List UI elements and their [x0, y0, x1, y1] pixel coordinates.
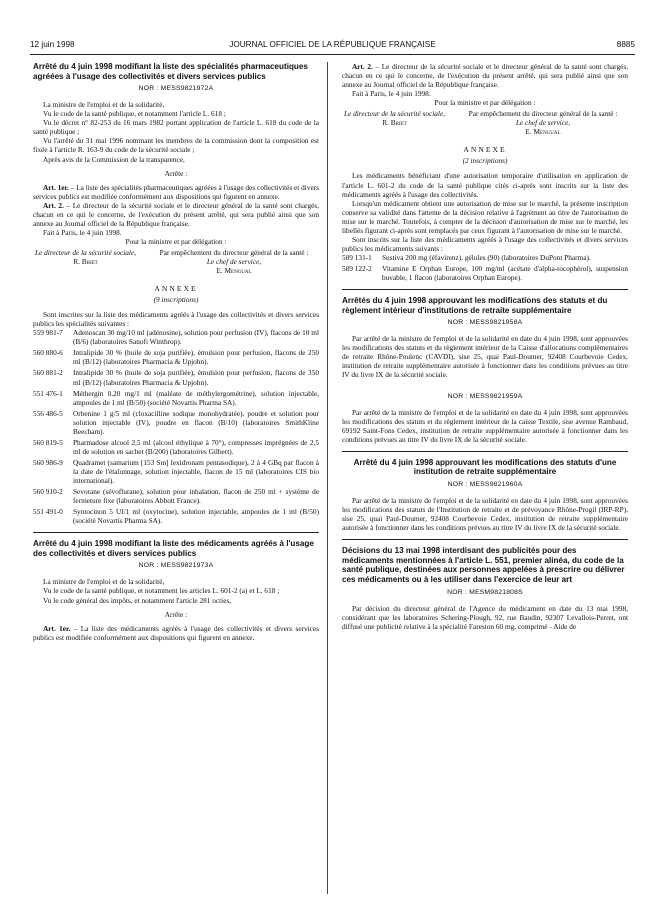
- left-column: [33, 62, 319, 642]
- arrete4-nor: NOR : MESS9821960A: [447, 480, 523, 488]
- list-item: 560 819-5 Pharmadose alcool 2,5 ml (alcool éthylique à 70°), compresses imprégnées de 2,5 ml de solution en sachet (B/200) (laboratoires Gilbert).: [33, 437, 319, 456]
- list-item: 560 986-9 Quadramet (samarium [153 Sm] lexidronam pentasodique), 2 à 4 GBq par flacon à la date de l'étalonnage, solution injectable, flacon de 15 ml (laboratoires CIS bio international).: [33, 457, 319, 485]
- arrete2-signatures: Le directeur de la sécurité sociale, R. Briet Par empêchement du directeur général de la santé : Le chef de service, E. Mengual: [343, 109, 618, 137]
- arrete1-visa-4: Vu l'arrêté du 31 mai 1996 nommant les membres de la commission dont la composition est fixée à l'article R. 163-9 du code de la sécurité sociale ;: [33, 136, 319, 155]
- arrete2-nor: NOR : MESS9821973A: [138, 562, 214, 570]
- arrete1-visa-2: Vu le code de la santé publique, et notamment l'article L. 618 ;: [43, 109, 226, 119]
- arrete2-pour: Pour la ministre et par délégation :: [434, 98, 536, 108]
- decision-title: Décisions du 13 mai 1998 interdisant des publicités pour des médicaments mentionnées à l'article L. 551, premier alinéa, du code de la santé publique, destinées aux personnes appelées à prescrire ou délivrer ces médicaments ou à les utiliser dans l'exercice de leur art: [342, 546, 625, 584]
- arrete2-art1-label: Art. 1er.: [43, 623, 71, 633]
- arrete1-fait: Fait à Paris, le 4 juin 1998.: [43, 227, 122, 237]
- section-separator: [33, 532, 319, 533]
- arrete2-arrete-label: Arrête :: [164, 609, 188, 619]
- arrete3-nor-1: NOR : MESS9821958A: [447, 319, 523, 327]
- section-separator: [342, 289, 628, 290]
- arrete2-art2-label: Art. 2.: [352, 62, 373, 71]
- header-journal-title: JOURNAL OFFICIEL DE LA RÉPUBLIQUE FRANÇAISE: [229, 40, 436, 49]
- arrete1-visa-5: Après avis de la Commission de la transparence,: [43, 154, 185, 164]
- arrete2-article-1: Art. 1er. – La liste des médicaments agréés à l'usage des collectivités et divers services publics est modifiée conformément aux dispositions qui figurent en annexe.: [33, 623, 319, 642]
- arrete2-annexe-para-2: Lorsqu'un médicament obtient une autorisation de mise sur le marché, la présente inscription conserve sa validité dans l'attente de la décision relative à l'agrément au titre de l'autorisation de mise sur le marché. Toutefois, à compter de la décision d'autorisation de mise sur le marché, les libellés figurant ci-après sont remplacés par ceux figurant à l'autorisation de mise sur le marché.: [342, 198, 628, 235]
- arrete2-title: Arrêté du 4 juin 1998 modifiant la liste des médicaments agréés à l'usage des collectivités et divers services publics: [33, 539, 314, 558]
- arrete1-nor: NOR : MESS9821972A: [138, 85, 214, 93]
- arrete1-annexe-intro: Sont inscrites sur la liste des médicaments agréés à l'usage des collectivités et divers services publics les spécialités suivantes :: [33, 310, 319, 329]
- arrete2-inscriptions-count: (2 inscriptions): [462, 156, 508, 166]
- page-header: [30, 40, 635, 54]
- arrete3-nor-2: NOR : MESS9821959A: [447, 392, 523, 400]
- arrete1-arrete-label: Arrête :: [164, 168, 188, 178]
- list-item: 556 486-5 Orbenine 1 g/5 ml (cloxacilline sodique monohydratée), poudre et solution pour solution injectable (IV), poudre en flacon (B/10) (laboratoires SmithKline Beecham).: [33, 408, 319, 436]
- arrete2-annexe-heading: ANNEXE: [463, 145, 507, 155]
- arrete3-text-2: Par arrêté de la ministre de l'emploi et de la solidarité en date du 4 juin 1998, sont approuvées les modifications des statuts et du règlement intérieur de la caisse Textile, sise avenue Rambaud, 69192 Saint-Fons Cedex, institution de retraite supplémentaire autorisée à fonctionner dans les conditions prévues au titre IV du livre IX de la sécurité sociale.: [342, 407, 628, 444]
- section-separator: [342, 539, 628, 540]
- arrete2-visa-2: Vu le code de la santé publique, et notamment les articles L. 601-2 (a) et L. 618 ;: [43, 586, 280, 596]
- list-item: 560 910-2 Sevorane (sévoflurane), solution pour inhalation, flacon de 250 ml + système de fermeture fixe (laboratoires Abbott France).: [33, 487, 319, 506]
- arrete2-annexe-para-1: Les médicaments bénéficiant d'une autorisation temporaire d'utilisation en application de l'article L. 601-2 du code de la santé publique cités ci-après sont inscrits sur la liste des médicaments agréés à l'usage des collectivités.: [342, 171, 628, 199]
- list-item: 559 981-7 Adenoscan 30 mg/10 ml (adénosine), solution pour perfusion (IV), flacons de 10 ml (B/6) (laboratoires Sanofi Winthrop).: [33, 328, 319, 347]
- arrete1-article-2: Art. 2. – Le directeur de la sécurité sociale et le directeur général de la santé sont chargés, chacun en ce qui le concerne, de l'exécution du présent arrêté, qui sera publié ainsi que son annexe au Journal officiel de la République française.: [33, 200, 320, 228]
- arrete2-fait: Fait à Paris, le 4 juin 1998.: [352, 89, 431, 99]
- header-rule: [30, 54, 635, 55]
- header-date: 12 juin 1998: [30, 40, 75, 49]
- arrete1-art2-label: Art. 2.: [43, 200, 64, 210]
- list-item: 560 881-2 Intralipide 30 % (huile de soja purifiée), émulsion pour perfusion, flacons de 350 ml (B/12) (laboratoires Pharmacia & Upjohn).: [33, 368, 319, 387]
- list-item: 589 131-1 Sustiva 200 mg (éfavirenz), gélules (90) (laboratoires DuPont Pharma).: [342, 252, 591, 262]
- arrete4-text: Par arrêté de la ministre de l'emploi et de la solidarité en date du 4 juin 1998, sont approuvées les modifications des statuts de l'Institution de retraite et de prévoyance Rhône-Progil (IRP-RP), sise 25, quai Paul-Doumer, 92408 Courbevoie Cedex, institution de retraite supplémentaire autorisée à fonctionner dans les conditions prévues au titre IV du livre IX de la sécurité sociale.: [342, 495, 628, 533]
- list-item: 551 491-0 Syntocinon 5 UI/1 ml (oxytocine), solution injectable, ampoules de 1 ml (B/50) (société Novartis Pharma SA).: [33, 507, 319, 526]
- section-separator: [342, 451, 628, 452]
- decision-nor: NOR : MESM9821808S: [447, 588, 523, 596]
- arrete1-pour: Pour la ministre et par délégation :: [125, 236, 227, 246]
- arrete3-text-1: Par arrêté de la ministre de l'emploi et de la solidarité en date du 4 juin 1998, sont approuvées les modifications des statuts et du règlement intérieur de la Caisse d'allocations complémentaires de retraite Rhône-Poulenc (CAVDI), sise 25, quai Paul-Doumer, 92408 Courbevoie Cedex, institution de retraite supplémentaire autorisée à fonctionner dans les conditions prévues au titre IV du livre IX de la sécurité sociale.: [342, 334, 628, 380]
- decision-text: Par décision du directeur général de l'Agence du médicament en date du 13 mai 1998, considérant que les laboratoires Schering-Plough, 92, rue Baudin, 92307 Levallois-Perret, ont diffusé une publicité relative à la spécialité Fareston 60 mg, comprimé - Aide de: [342, 603, 628, 631]
- arrete2-visa-1: La ministre de l'emploi et de la solidarité,: [43, 577, 165, 587]
- list-item: 551 476-1 Méthergin 0,20 mg/1 ml (maléate de méthylergométrine), solution injectable, ampoules de 1 ml (B/50) (société Novartis Pharma SA).: [33, 388, 319, 407]
- list-item: 560 880-6 Intralipide 30 % (huile de soja purifiée), émulsion pour perfusion, flacons de 250 ml (B/12) (laboratoires Pharmacia & Upjohn).: [33, 348, 319, 367]
- header-page-number: 8885: [616, 40, 635, 49]
- arrete1-visa-3: Vu le décret n° 82-253 du 16 mars 1982 portant application de l'article L. 618 du code de la santé publique ;: [33, 118, 319, 137]
- arrete1-article-1: Art. 1er. – La liste des spécialités pharmaceutiques agréées à l'usage des collectivités et divers services publics est modifiée conformément aux dispositions qui figurent en annexe.: [33, 182, 319, 201]
- arrete2-article-2: Art. 2. – Le directeur de la sécurité sociale et le directeur général de la santé sont chargés, chacun en ce qui le concerne, de l'exécution du présent arrêté, qui sera publié ainsi que son annexe au Journal officiel de la République française.: [342, 62, 629, 90]
- arrete2-annexe-para-3: Sont inscrits sur la liste des médicaments agréés à l'usage des collectivités et divers services publics les médicaments suivants :: [342, 234, 628, 253]
- list-item: 589 122-2 Vitamine E Orphan Europe, 100 mg/ml (acétate d'alpha-tocophérol), suspension buvable, 1 flacon (laboratoires Orphan Europe).: [342, 263, 628, 282]
- arrete1-art1-label: Art. 1er.: [43, 182, 69, 192]
- arrete4-title: Arrêté du 4 juin 1998 approuvant les modifications des statuts d'une institution de retraite supplémentaire: [353, 457, 617, 477]
- arrete1-visa-1: La ministre de l'emploi et de la solidarité,: [43, 100, 165, 110]
- column-divider: [327, 62, 328, 894]
- arrete1-inscriptions-count: (9 inscriptions): [153, 295, 199, 305]
- arrete1-annexe-heading: ANNEXE: [154, 284, 198, 294]
- right-column: [342, 62, 628, 631]
- arrete3-title: Arrêtés du 4 juin 1998 approuvant les modifications des statuts et du règlement intérieur d'institutions de retraite supplémentaire: [342, 296, 608, 315]
- arrete1-title: Arrêté du 4 juin 1998 modifiant la liste des spécialités pharmaceutiques agréées à l'usage des collectivités et divers services publics: [33, 62, 308, 81]
- arrete1-signatures: Le directeur de la sécurité sociale, R. Briet Par empêchement du directeur général de la santé : Le chef de service, E. Mengual: [34, 247, 309, 276]
- arrete2-visa-3: Vu le code général des impôts, et notamment l'article 281 octies,: [43, 595, 232, 605]
